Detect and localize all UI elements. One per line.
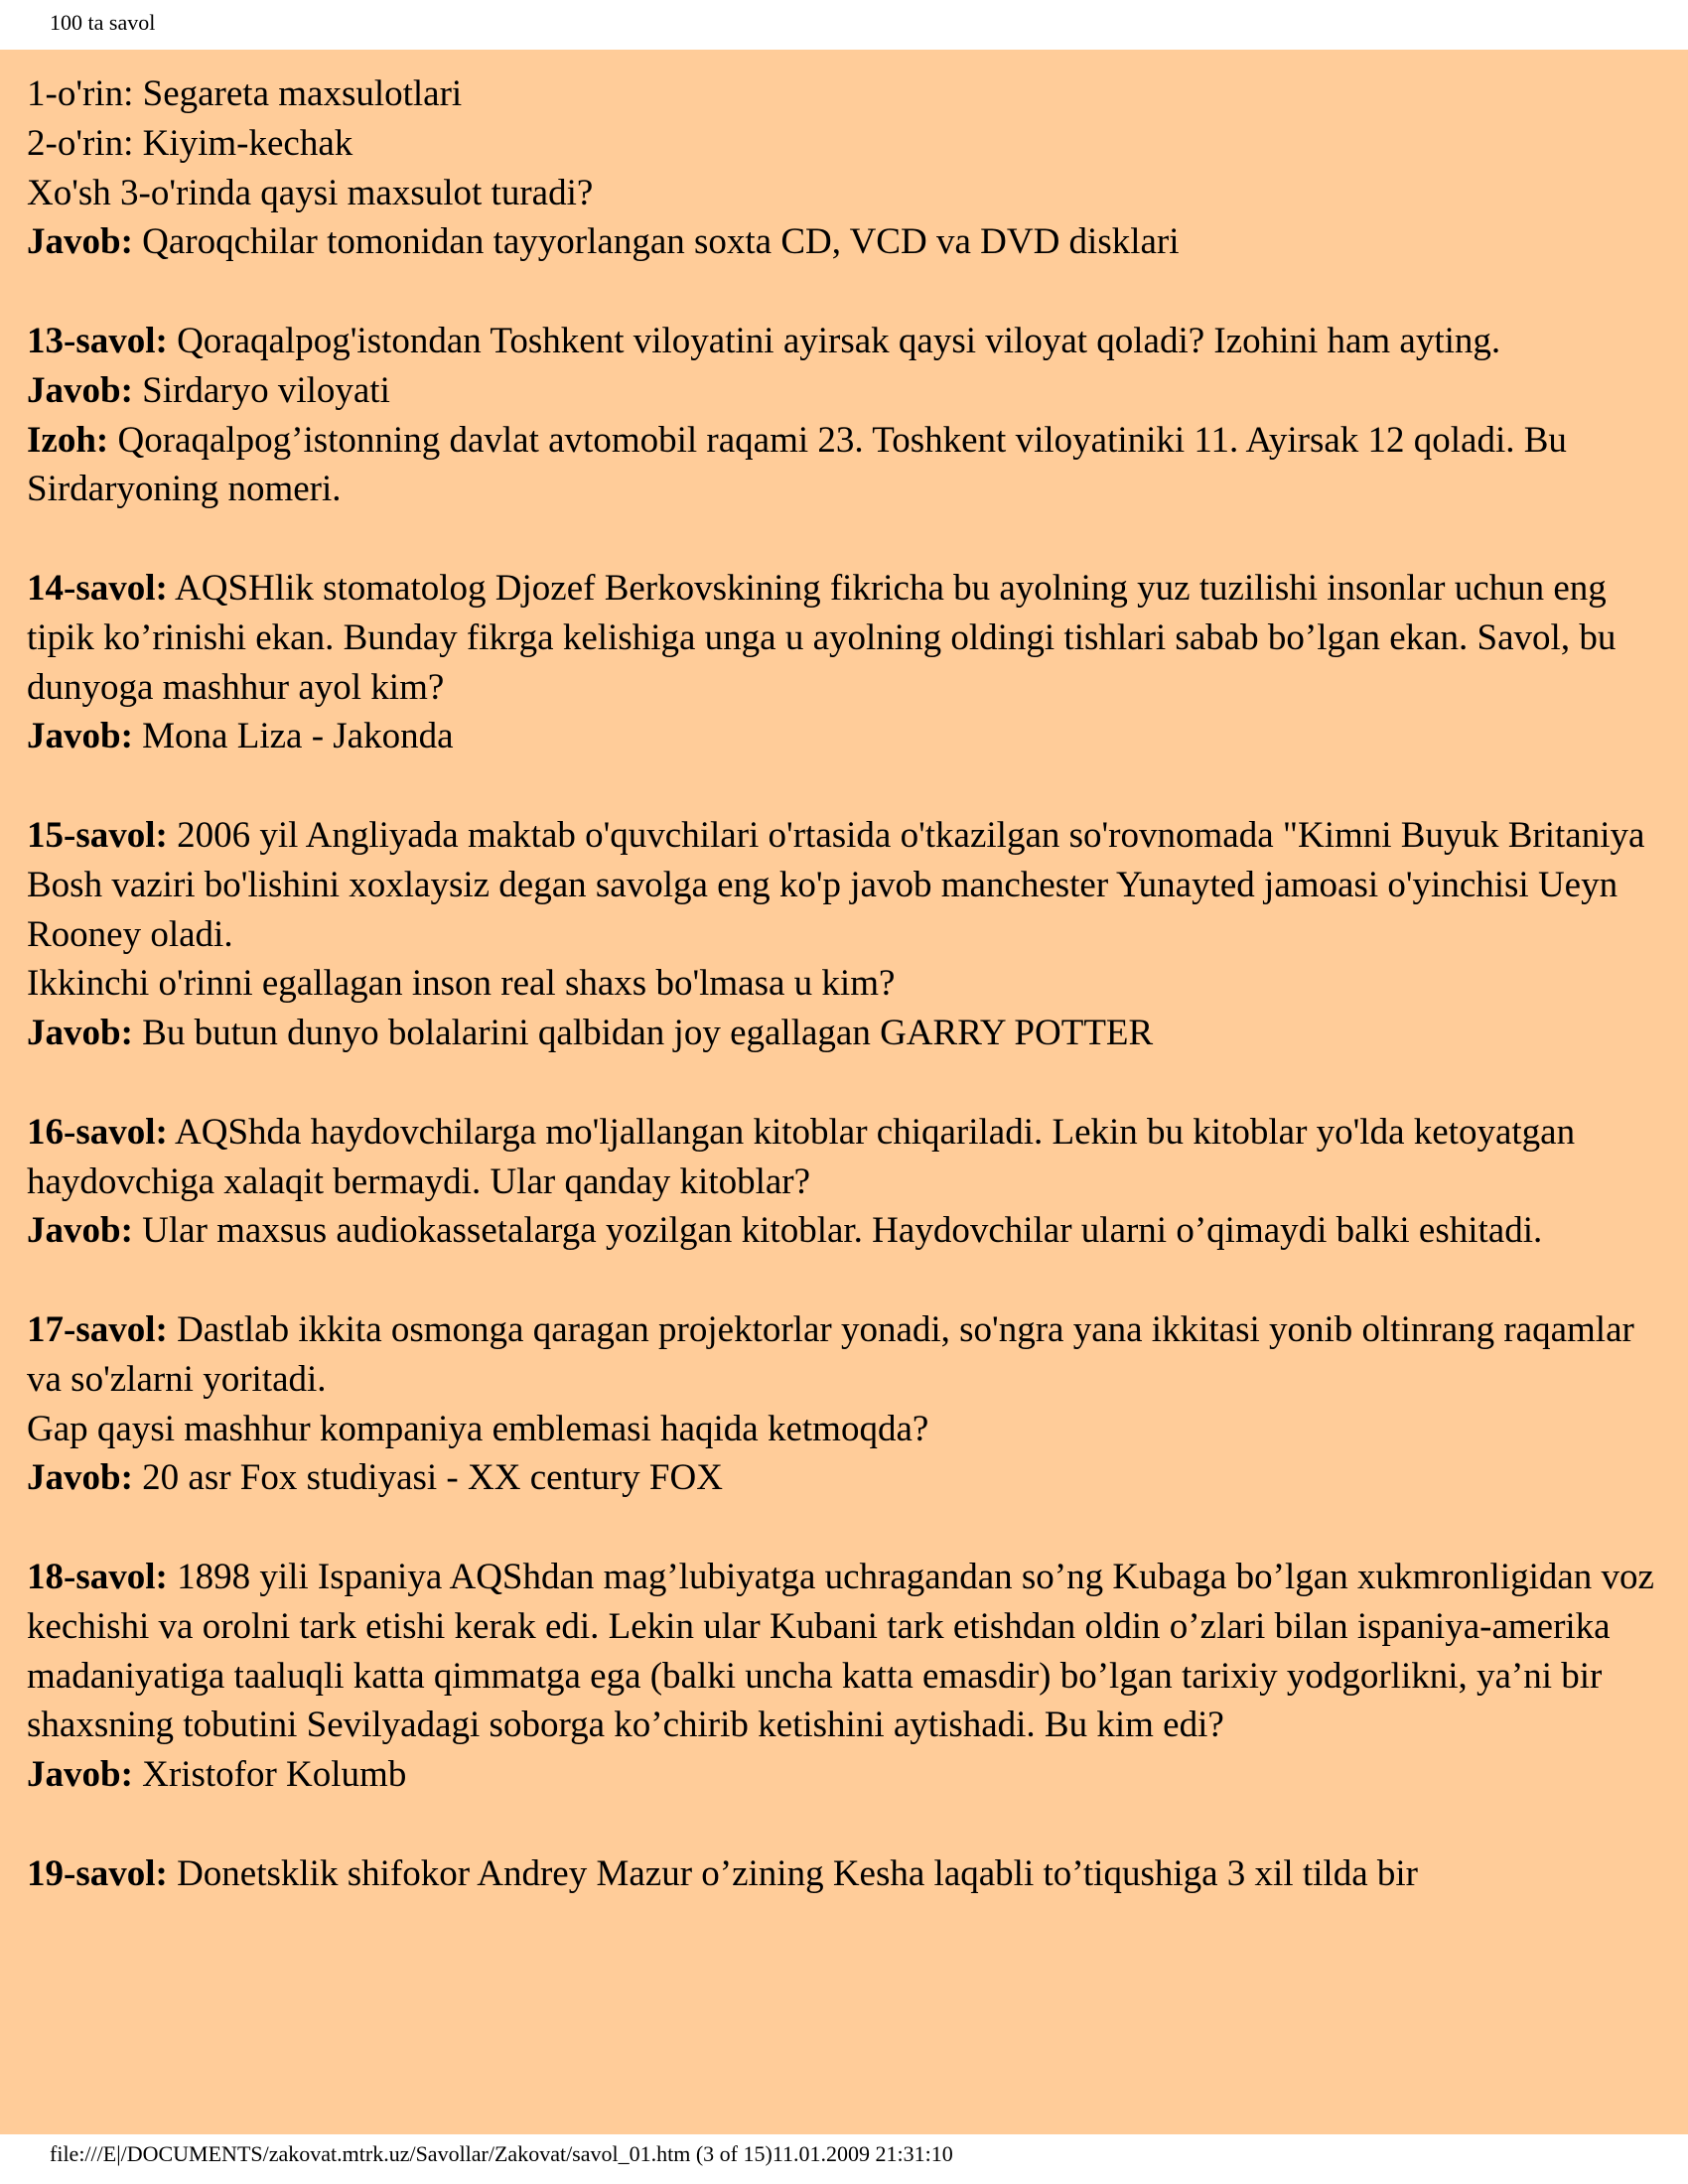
answer-label: Javob: [27, 1457, 133, 1499]
answer-text: Mona Liza - Jakonda [132, 716, 454, 757]
question-text-2: Ikkinchi o'rinni egallagan inson real shaxs bo'lmasa u kim? [27, 963, 896, 1005]
question-body: Donetsklik shifokor Andrey Mazur o’zining Kesha laqabli to’tiqushiga 3 xil tilda bir [167, 1852, 1418, 1894]
question-text [27, 564, 1661, 712]
answer-text: Ular maxsus audiokassetalarga yozilgan kitoblar. Haydovchilar ularni o’qimaydi balki eshitadi. [132, 1210, 1543, 1252]
question-number: 18-savol: [27, 1556, 168, 1597]
question-body: AQSHlik stomatolog Djozef Berkovskining fikricha bu ayolning yuz tuzilishi insonlar uchun eng tipik ko’rinishi ekan. Bunday fikrga kelishiga unga u ayolning oldingi tishlari sabab bo’lgan ekan. Savol, bu dunyoga mashhur ayol kim? [27, 567, 1617, 708]
intro-block [27, 69, 1661, 267]
answer-label: Javob: [27, 221, 133, 263]
document-body [0, 50, 1688, 2134]
question-text-2: Gap qaysi mashhur kompaniya emblemasi haqida ketmoqda? [27, 1408, 929, 1449]
question-17 [27, 1305, 1661, 1503]
question-text [27, 1849, 1661, 1899]
question-body: Qoraqalpog'istondan Toshkent viloyatini ayirsak qaysi viloyat qoladi? Izohini ham ayting. [167, 320, 1501, 361]
question-number: 19-savol: [27, 1852, 168, 1894]
page-header: 100 ta savol [50, 10, 156, 35]
question-answer [27, 1750, 1661, 1800]
intro-question: Xo'sh 3-o'rinda qaysi maxsulot turadi? [27, 172, 594, 213]
answer-label: Javob: [27, 1013, 133, 1054]
question-number: 15-savol: [27, 814, 168, 856]
question-number: 13-savol: [27, 320, 168, 361]
question-number: 16-savol: [27, 1111, 168, 1153]
answer-text: Xristofor Kolumb [132, 1754, 407, 1796]
question-number: 14-savol: [27, 567, 168, 609]
question-text [27, 317, 1661, 366]
question-14 [27, 564, 1661, 761]
answer-text: Bu butun dunyo bolalarini qalbidan joy egallagan GARRY POTTER [132, 1013, 1154, 1054]
answer-text: 20 asr Fox studiyasi - XX century FOX [132, 1457, 723, 1499]
answer-label: Javob: [27, 369, 133, 411]
question-18 [27, 1553, 1661, 1800]
question-body: 1898 yili Ispaniya AQShdan mag’lubiyatga uchragandan so’ng Kubaga bo’lgan xukmronligidan voz kechishi va orolni tark etishi kerak edi. Lekin ular Kubani tark etishdan oldin o’zlari bilan ispaniya-amerika madaniyatiga taaluqli katta qimmatga ega (balki uncha katta emasdir) bo’lgan tarixiy yodgorlikni, ya’ni bir shaxsning tobutini Sevilyadagi soborga ko’chirib ketishini aytishadi. Bu kim edi? [27, 1556, 1654, 1746]
question-text [27, 811, 1661, 959]
answer-text: Qaroqchilar tomonidan tayyorlangan soxta CD, VCD va DVD disklari [132, 221, 1180, 263]
question-15 [27, 811, 1661, 1058]
answer-label: Javob: [27, 1754, 133, 1796]
question-body: 2006 yil Angliyada maktab o'quvchilari o'rtasida o'tkazilgan so'rovnomada "Kimni Buyuk Britaniya Bosh vaziri bo'lishini xoxlaysiz degan savolga eng ko'p javob manchester Yunayted jamoasi o'yinchisi Ueyn Rooney oladi. [27, 814, 1645, 955]
answer-label: Javob: [27, 716, 133, 757]
intro-line-2: 2-o'rin: Kiyim-kechak [27, 122, 353, 164]
question-16 [27, 1108, 1661, 1256]
answer-text: Sirdaryo viloyati [132, 369, 390, 411]
question-text [27, 1553, 1661, 1750]
question-text [27, 1305, 1661, 1405]
note-text: Qoraqalpog’istonning davlat avtomobil raqami 23. Toshkent viloyatiniki 11. Ayirsak 12 qoladi. Bu Sirdaryoning nomeri. [27, 419, 1567, 510]
page-footer-path: file:///E|/DOCUMENTS/zakovat.mtrk.uz/Savollar/Zakovat/savol_01.htm (3 of 15)11.01.2009 21:31:10 [50, 2141, 953, 2166]
intro-line-1: 1-o'rin: Segareta maxsulotlari [27, 73, 463, 114]
question-body: Dastlab ikkita osmonga qaragan projektorlar yonadi, so'ngra yana ikkitasi yonib oltinrang raqamlar va so'zlarni yoritadi. [27, 1308, 1634, 1400]
question-answer [27, 366, 1661, 416]
question-answer [27, 1206, 1661, 1256]
question-answer [27, 1453, 1661, 1503]
question-answer [27, 712, 1661, 761]
question-text [27, 1108, 1661, 1207]
answer-label: Javob: [27, 1210, 133, 1252]
question-13 [27, 317, 1661, 514]
question-body: AQShda haydovchilarga mo'ljallangan kitoblar chiqariladi. Lekin bu kitoblar yo'lda ketoyatgan haydovchiga xalaqit bermaydi. Ular qanday kitoblar? [27, 1111, 1576, 1202]
question-note [27, 416, 1661, 515]
note-label: Izoh: [27, 419, 109, 461]
question-answer [27, 1009, 1661, 1058]
question-19 [27, 1849, 1661, 1899]
question-number: 17-savol: [27, 1308, 168, 1350]
intro-answer [27, 217, 1661, 267]
